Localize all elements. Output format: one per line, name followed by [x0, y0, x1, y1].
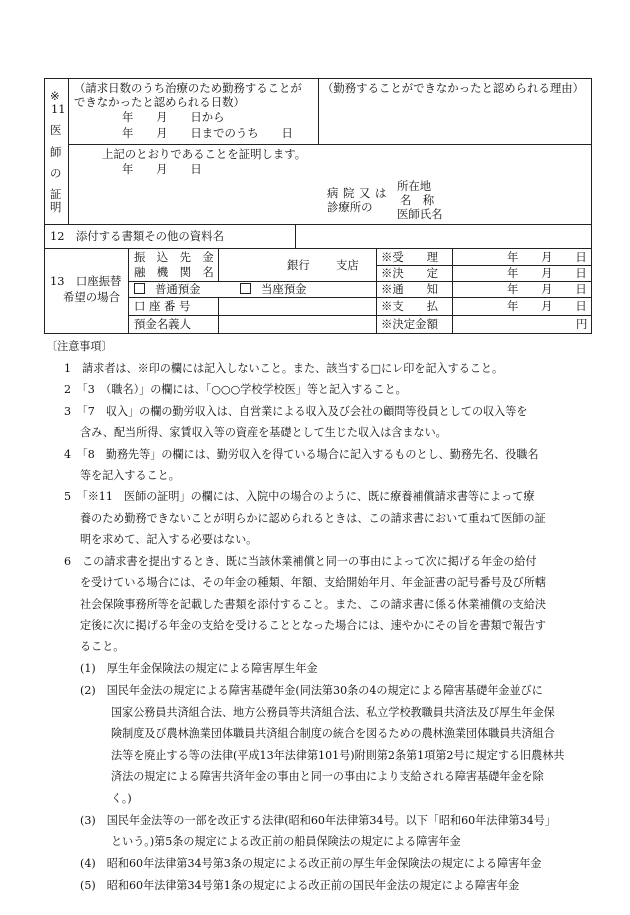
toza-checkbox[interactable] [240, 283, 251, 294]
days-from-row[interactable]: 年 月 日から [122, 110, 225, 124]
note-subitem: (5) 昭和60年法律第34号第1条の規定による改正前の国民年金法の規定による障害年金 [80, 879, 520, 892]
note-line: 3 「7 収入」の欄の勤労収入は、自営業による収入及び会社の顧問等役員としての収入等を [64, 405, 528, 418]
section12-top-rule [44, 224, 592, 225]
table-bottom-rule [44, 333, 592, 334]
section13-amount-divider [452, 316, 453, 333]
hospital-name-label: 名 称 [400, 193, 435, 207]
section13-furikomi-divider [218, 248, 219, 281]
hospital-label-line-2: 診療所の [327, 200, 373, 214]
bank-label: 銀行 [287, 258, 310, 272]
futsu-checkbox[interactable] [134, 283, 145, 294]
decided-amount-label: ※決定金額 [381, 317, 438, 331]
section11-reason-divider [318, 78, 319, 144]
note-subitem: 険制度及び農林漁業団体職員共済組合制度の統合を図るための農林漁業団体職員共済組合 [111, 727, 555, 740]
section11-label-char: 証 [50, 187, 62, 201]
note-subitem: (2) 国民年金法の規定による障害基礎年金(同法第30条の4の規定による障害基礎年金並びに [80, 684, 543, 697]
reason-label: （勤務することができなかったと認められる理由） [322, 81, 584, 95]
section11-label-char: 11 [51, 102, 66, 116]
note-line: 1 請求者は、※印の欄には記入しないこと。また、該当する□にレ印を記入すること。 [64, 362, 504, 375]
note-subitem: 済法の規定による障害共済年金の事由と同一の事由により支給される障害基礎年金を除 [111, 770, 544, 783]
note-line: 6 この請求書を提出するとき、既に当該休業補償と同一の事由によって次に掲げる年金の給付 [64, 555, 537, 568]
note-subitem: という。)第5条の規定による改正前の船員保険法の規定による障害年金 [111, 835, 461, 848]
status-decided-date[interactable]: 年 月 日 [507, 266, 587, 280]
status-received-date[interactable]: 年 月 日 [507, 250, 587, 264]
hospital-address-label: 所在地 [397, 179, 432, 193]
table-right-border [591, 78, 592, 333]
notes-heading: 〔注意事項〕 [46, 340, 113, 353]
section11-mid-rule [68, 144, 592, 145]
status-paid-date[interactable]: 年 月 日 [507, 299, 587, 313]
section11-label-char: ※ [50, 89, 60, 103]
section12-divider [295, 224, 296, 248]
section13-row-rule-3 [128, 297, 592, 298]
status-paid-label: ※支 払 [381, 299, 438, 313]
section11-label-divider [68, 78, 69, 224]
days-to-row[interactable]: 年 月 日までのうち 日 [122, 126, 293, 140]
status-received-label: ※受 理 [381, 250, 438, 264]
certify-date-row[interactable]: 年 月 日 [122, 162, 202, 176]
note-subitem: 国家公務員共済組合法、地方公務員等共済組合法、私立学校教職員共済法及び厚生年金保 [111, 706, 555, 719]
decided-amount-unit: 円 [576, 317, 588, 331]
note-line: 5 「※11 医師の証明」の欄には、入院中の場合のように、既に療養補償請求書等によって療 [64, 490, 535, 503]
section11-label-char: の [50, 166, 62, 180]
note-line: 4 「8 勤務先等」の欄には、勤労収入を得ている場合に記入するものとし、勤務先名、役職名 [64, 448, 539, 461]
futsu-option[interactable] [134, 283, 201, 296]
section11-label-char: 明 [50, 200, 62, 214]
doctor-name-label: 医師氏名 [397, 207, 443, 221]
section12-bottom-rule [44, 248, 592, 249]
note-subitem: く。) [111, 792, 132, 805]
section13-status-divider [376, 248, 377, 333]
note-line: を受けている場合には、その年金の種類、年額、支給開始年月、年金証書の記号番号及び所轄 [80, 576, 546, 589]
note-line: 社会保険事務所等を記載した書類を添付すること。また、この請求書に係る休業補償の支給決 [80, 598, 546, 611]
days-label-line-1: （請求日数のうち治療のため勤務することが [74, 81, 302, 95]
futsu-label: 普通預金 [155, 282, 201, 296]
note-subitem: (3) 国民年金法等の一部を改正する法律(昭和60年法律第34号。以下「昭和60年法律第34号」 [80, 814, 556, 827]
hospital-label-line-1: 病 院 又 は [327, 186, 387, 200]
account-holder-label: 預金名義人 [134, 317, 191, 331]
section11-label-char: 医 [50, 123, 62, 137]
certify-text: 上記のとおりであることを証明します。 [102, 147, 307, 161]
note-line: 等を記入すること。 [80, 469, 180, 482]
note-line: 養のため勤務できないことが明らかに認められるときは、この請求書において重ねて医師の証 [80, 512, 546, 525]
note-subitem: (1) 厚生年金保険法の規定による障害厚生年金 [80, 662, 318, 675]
note-line: ること。 [80, 640, 125, 653]
note-line: 定後に次に掲げる年金の支給を受けることとなった場合には、速やかにその旨を書類で報告す [80, 619, 546, 632]
furikomi-label-line-2: 融 機 関 名 [134, 265, 214, 279]
account-number-label: 口 座 番 号 [134, 299, 191, 313]
table-left-border [44, 78, 45, 333]
section13-label-line-2: 希望の場合 [63, 290, 120, 304]
section13-label-line-1: 13 口座振替 [50, 274, 122, 288]
furikomi-label-line-1: 振 込 先 金 [134, 250, 214, 264]
note-subitem: (4) 昭和60年法律第34号第3条の規定による改正前の厚生年金保険法の規定による障害年金 [80, 857, 542, 870]
section13-row-rule-4 [128, 315, 592, 316]
toza-label: 当座預金 [261, 282, 307, 296]
section11-label-char: 師 [50, 145, 62, 159]
note-line: 2 「3 （職名）」の欄には、「○○○学校学校医」等と記入すること。 [64, 383, 407, 396]
section12-label: 12 添付する書類その他の資料名 [50, 229, 224, 243]
status-notified-date[interactable]: 年 月 日 [507, 282, 587, 296]
branch-label: 支店 [336, 258, 359, 272]
days-label-line-2: できなかったと認められる日数） [74, 95, 245, 109]
section13-date-divider [452, 248, 453, 316]
note-line: 明を求めて、記入する必要はない。 [80, 533, 258, 546]
status-notified-label: ※通 知 [381, 282, 438, 296]
section12-value[interactable] [300, 230, 588, 244]
status-decided-label: ※決 定 [381, 266, 438, 280]
note-line: 含み、配当所得、家賃収入等の資産を基礎として生じた収入は含まない。 [80, 426, 447, 439]
section13-label-divider [128, 248, 129, 333]
toza-option[interactable] [240, 283, 307, 296]
note-subitem: 法等を廃止する等の法律(平成13年法律第101号)附則第2条第1項第2号に規定する旧農林共 [111, 749, 565, 762]
